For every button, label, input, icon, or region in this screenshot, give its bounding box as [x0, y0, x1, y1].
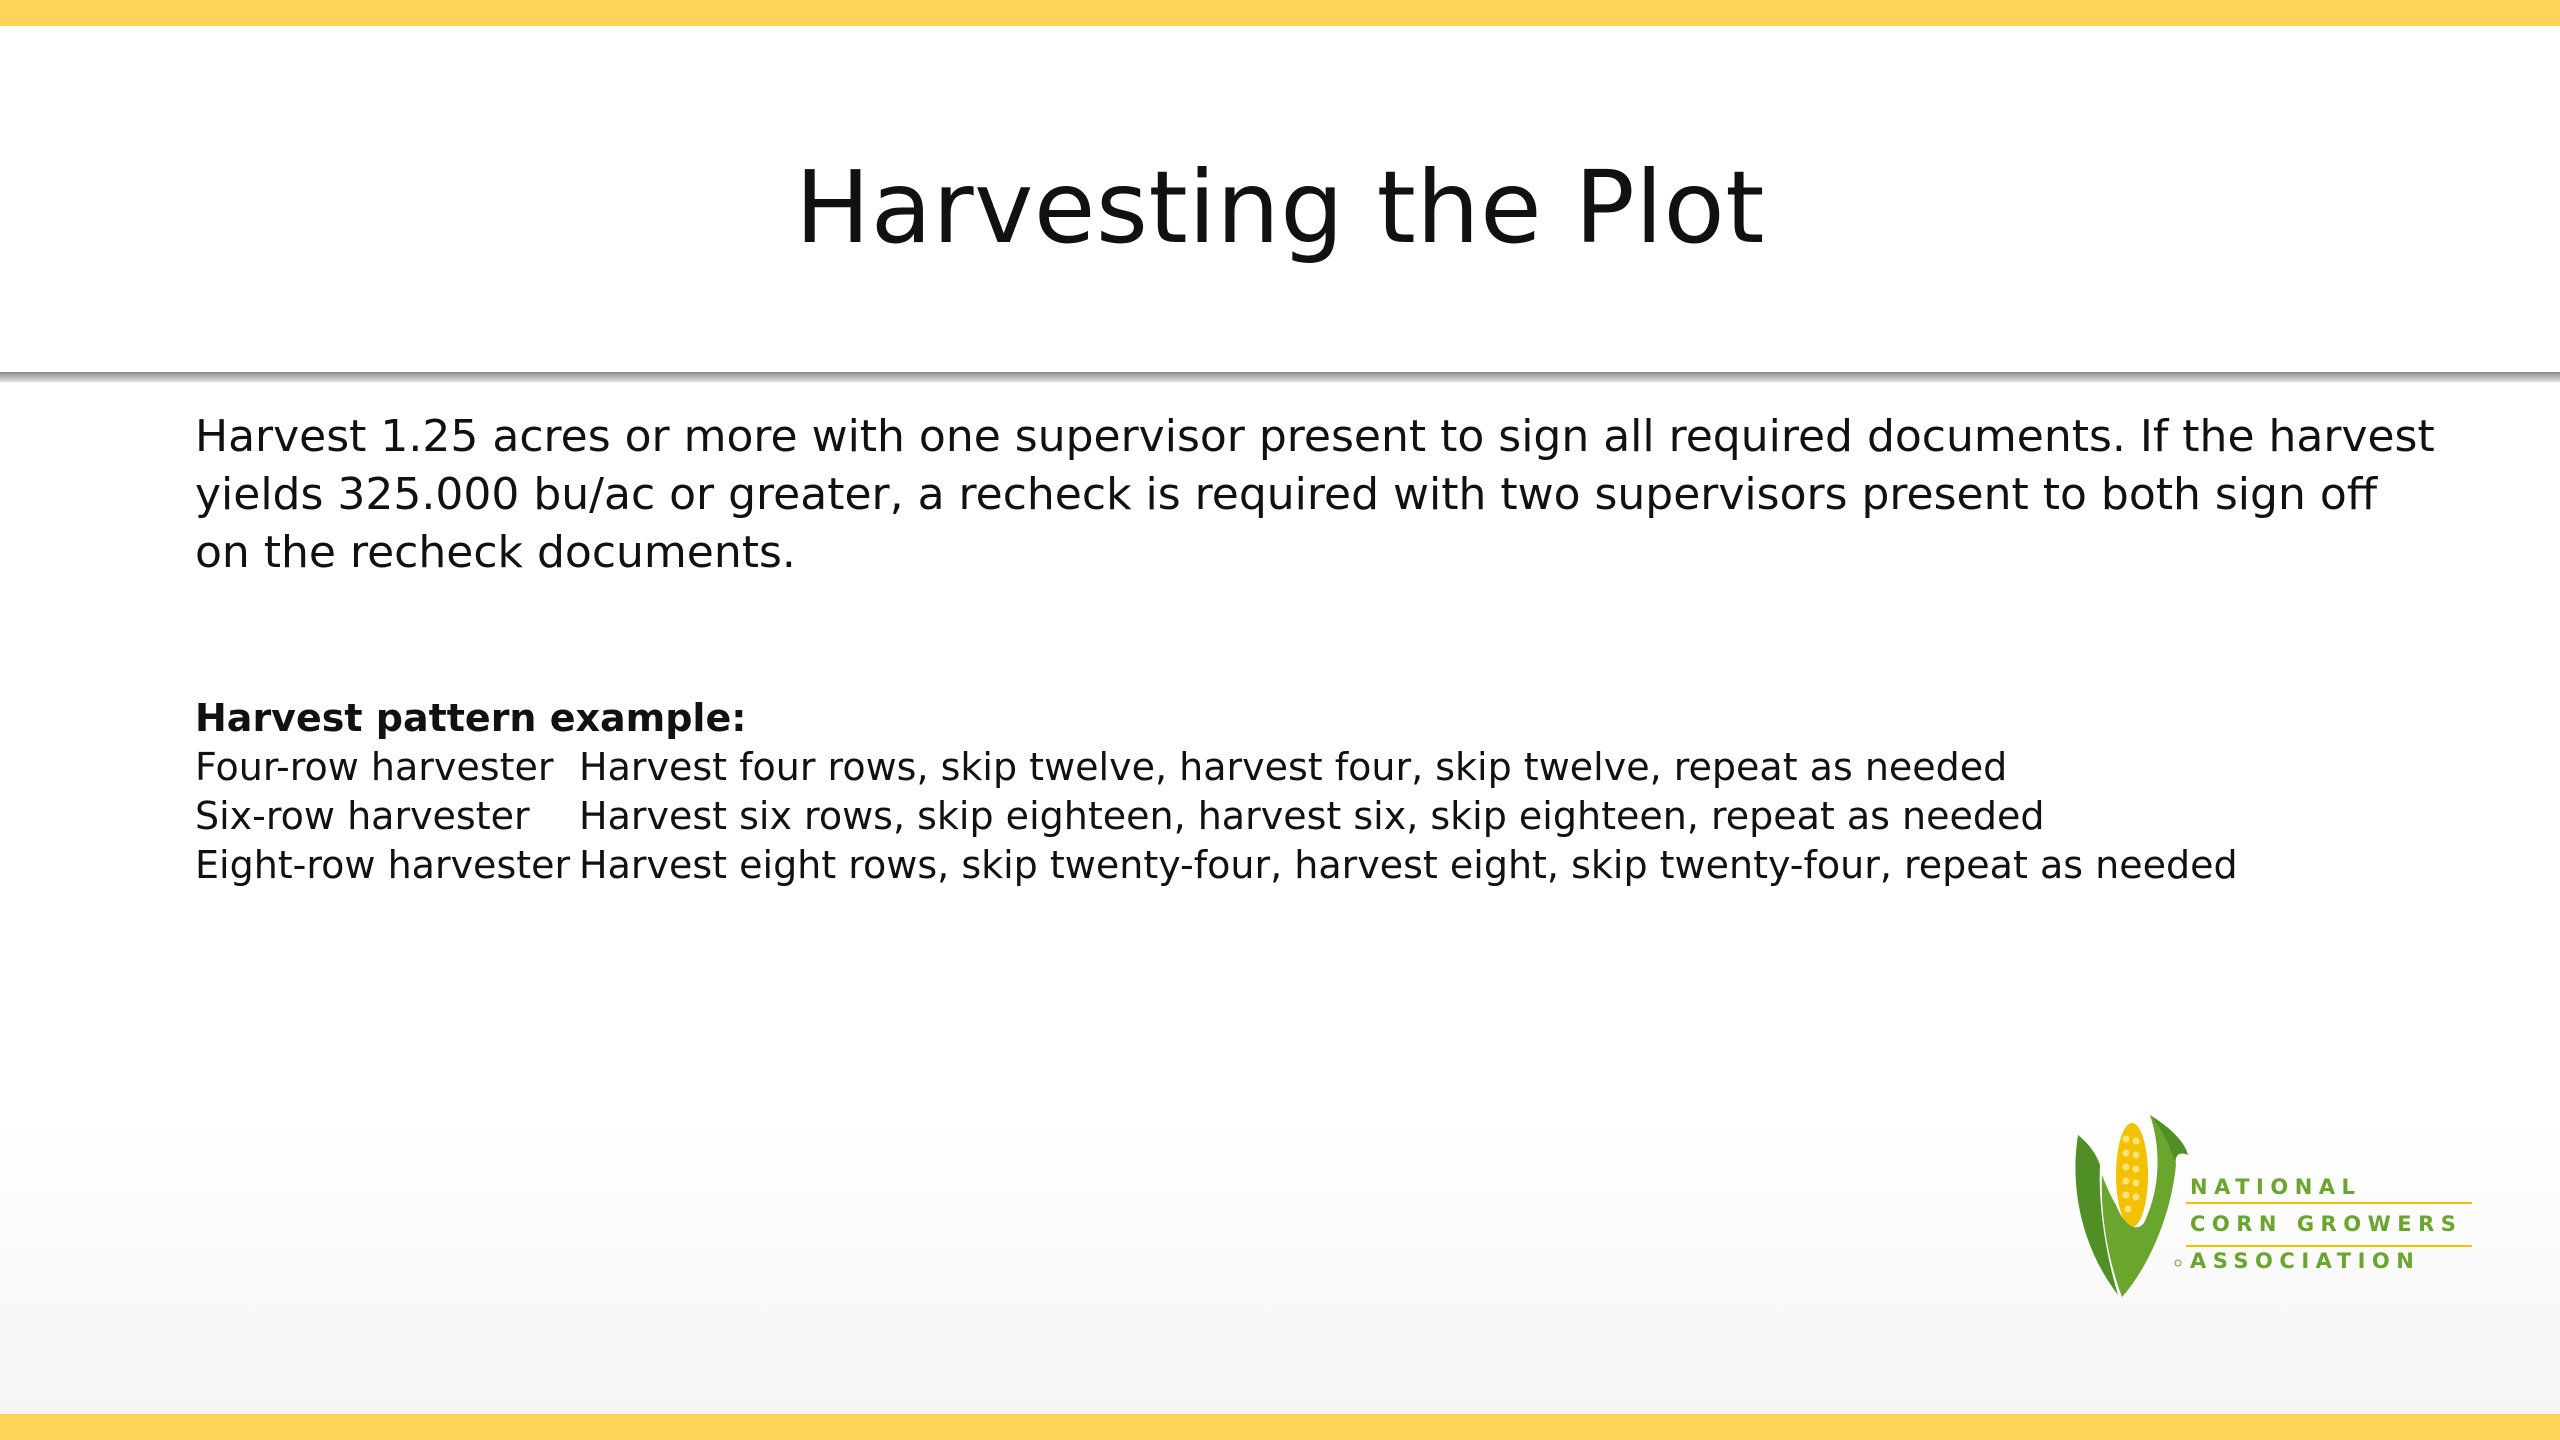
harvest-pattern-section: [195, 694, 2435, 890]
pattern-row-label: Six-row harvester: [195, 794, 530, 838]
logo-line-national: NATIONAL: [2190, 1175, 2362, 1199]
bottom-accent-bar: [0, 1414, 2560, 1440]
slide-title: Harvesting the Plot: [795, 149, 1765, 266]
ncga-logo: [2070, 1105, 2463, 1305]
pattern-row-four: [195, 743, 2435, 792]
harvest-pattern-heading: Harvest pattern example:: [195, 696, 747, 740]
intro-paragraph: Harvest 1.25 acres or more with one supervisor present to sign all required documents. If the harvest yields 325.000 bu/ac or greater, a recheck is required with two supervisors present to both sign off on the recheck documents.: [195, 411, 2435, 578]
pattern-row-description: Harvest four rows, skip twelve, harvest four, skip twelve, repeat as needed: [579, 745, 2008, 789]
title-divider: [0, 372, 2560, 382]
pattern-row-description: Harvest six rows, skip eighteen, harvest six, skip eighteen, repeat as needed: [579, 794, 2045, 838]
top-accent-bar: [0, 0, 2560, 26]
logo-wordmark: [2190, 1169, 2462, 1280]
pattern-row-label: Eight-row harvester: [195, 843, 571, 887]
pattern-row-eight: [195, 841, 2435, 890]
logo-line-corn-growers: CORN GROWERS: [2190, 1206, 2462, 1243]
logo-line-association: ASSOCIATION: [2190, 1249, 2421, 1273]
pattern-row-description: Harvest eight rows, skip twenty-four, harvest eight, skip twenty-four, repeat as needed: [579, 843, 2238, 887]
pattern-row-six: [195, 792, 2435, 841]
pattern-row-label: Four-row harvester: [195, 745, 554, 789]
